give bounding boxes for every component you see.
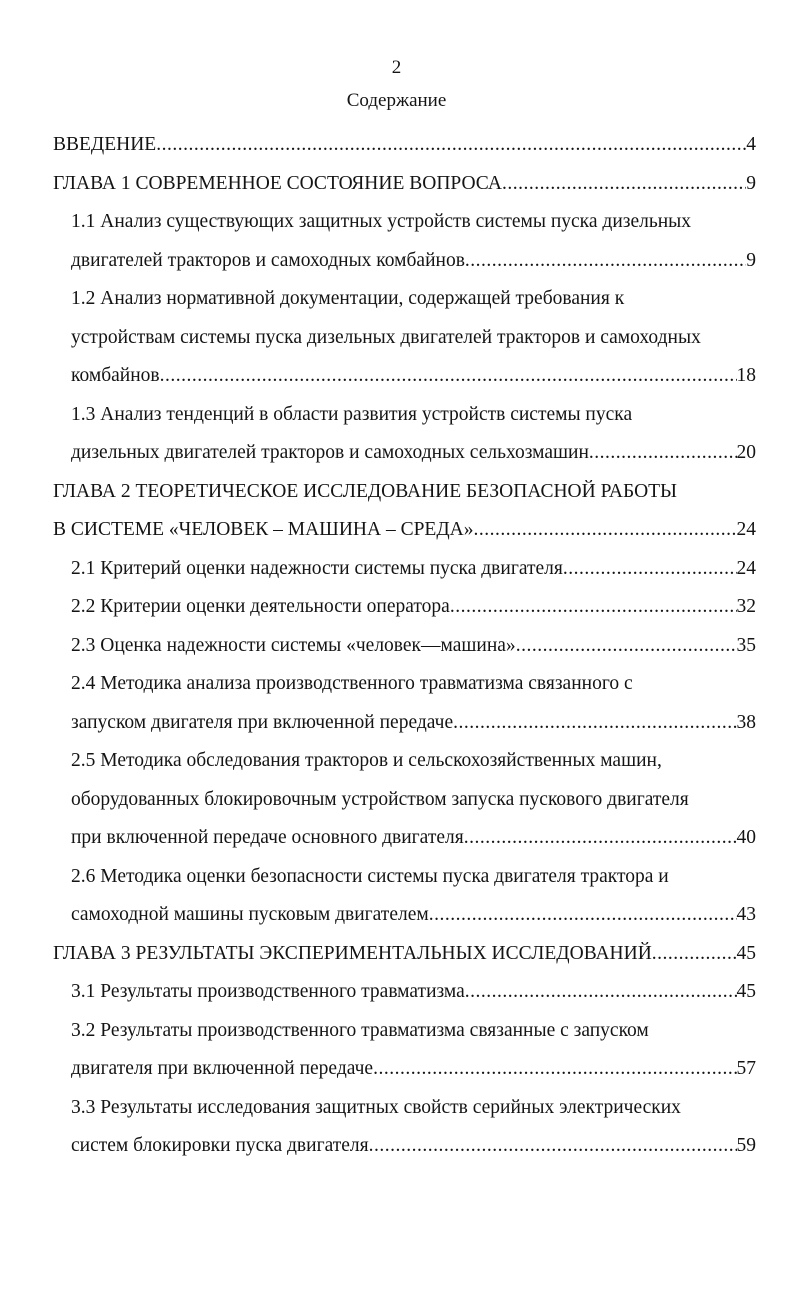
toc-page-number: 43 bbox=[736, 904, 756, 925]
dot-leader bbox=[563, 550, 737, 589]
toc-page-number: 45 bbox=[736, 942, 756, 964]
dot-leader bbox=[465, 242, 746, 281]
toc-page-number: 38 bbox=[736, 711, 756, 733]
toc-entry-line bbox=[71, 550, 756, 589]
toc-entry-text: 3.3 Результаты исследования защитных свойств серийных электрических bbox=[71, 1096, 681, 1118]
toc-entry-text: ГЛАВА 3 РЕЗУЛЬТАТЫ ЭКСПЕРИМЕНТАЛЬНЫХ ИССЛЕДОВАНИЙ bbox=[53, 942, 652, 964]
dot-leader bbox=[429, 896, 737, 935]
toc-entry[interactable] bbox=[53, 126, 756, 165]
toc-entry[interactable] bbox=[71, 973, 756, 1012]
toc-entry-line bbox=[71, 704, 756, 743]
toc-entry-text: 1.2 Анализ нормативной документации, содержащей требования к bbox=[71, 288, 625, 309]
toc-entry-line bbox=[71, 588, 756, 627]
dot-leader bbox=[160, 357, 737, 396]
toc-entry-text: 2.5 Методика обследования тракторов и сельскохозяйственных машин, bbox=[71, 750, 662, 771]
toc-entry-text: дизельных двигателей тракторов и самоходных сельхозмашин bbox=[71, 442, 589, 463]
toc-entry[interactable] bbox=[71, 396, 756, 473]
toc-entry-line bbox=[71, 1050, 756, 1089]
toc-page-number: 45 bbox=[736, 981, 756, 1002]
dot-leader bbox=[156, 126, 746, 165]
toc-entry-line bbox=[53, 935, 756, 974]
toc-entry-text: двигателей тракторов и самоходных комбайнов bbox=[71, 249, 465, 271]
toc-entry-text: 2.2 Критерии оценки деятельности оператора bbox=[71, 596, 450, 617]
toc-entry-text: при включенной передаче основного двигателя bbox=[71, 827, 464, 848]
toc-entry-text: двигателя при включенной передаче bbox=[71, 1058, 374, 1079]
toc-entry-text: 2.1 Критерий оценки надежности системы пуска двигателя bbox=[71, 557, 563, 579]
toc-entry[interactable] bbox=[71, 1012, 756, 1089]
toc-entry[interactable] bbox=[71, 742, 756, 858]
toc-entry-text: 2.6 Методика оценки безопасности системы пуска двигателя трактора и bbox=[71, 865, 669, 887]
toc-entry-line bbox=[71, 896, 756, 935]
dot-leader bbox=[369, 1127, 737, 1166]
toc-entry-text: 3.2 Результаты производственного травматизма связанные с запуском bbox=[71, 1019, 649, 1041]
toc-entry[interactable] bbox=[71, 203, 756, 280]
toc-entry-text: ГЛАВА 1 СОВРЕМЕННОЕ СОСТОЯНИЕ ВОПРОСА bbox=[53, 172, 502, 194]
dot-leader bbox=[473, 511, 736, 550]
toc-entry-text: 2.3 Оценка надежности системы «человек—машина» bbox=[71, 634, 516, 656]
toc-page-number: 59 bbox=[736, 1135, 756, 1156]
toc-entry[interactable] bbox=[71, 550, 756, 589]
toc-entry-line bbox=[53, 165, 756, 204]
dot-leader bbox=[589, 434, 737, 473]
dot-leader bbox=[516, 627, 737, 666]
dot-leader bbox=[502, 165, 746, 204]
toc-entry-text: самоходной машины пусковым двигателем bbox=[71, 904, 429, 925]
dot-leader bbox=[464, 819, 737, 858]
toc-entry-line bbox=[71, 973, 756, 1012]
toc-entry-text: 1.3 Анализ тенденций в области развития устройств системы пуска bbox=[71, 403, 633, 425]
toc-entry-line bbox=[71, 434, 756, 473]
toc-entry-text: 3.1 Результаты производственного травматизма bbox=[71, 981, 465, 1002]
toc-page-number: 40 bbox=[736, 827, 756, 848]
toc-entry-text: систем блокировки пуска двигателя bbox=[71, 1135, 369, 1156]
toc-entry[interactable] bbox=[71, 1089, 756, 1166]
table-of-contents bbox=[0, 126, 793, 1166]
page-title: Содержание bbox=[346, 90, 447, 111]
toc-entry[interactable] bbox=[53, 473, 756, 550]
toc-page-number: 24 bbox=[736, 557, 756, 579]
dot-leader bbox=[450, 588, 737, 627]
toc-entry-text: запуском двигателя при включенной передаче bbox=[71, 711, 454, 733]
toc-page-number: 35 bbox=[736, 634, 756, 656]
toc-entry-text: 2.4 Методика анализа производственного травматизма связанного с bbox=[71, 673, 633, 694]
toc-page-number: 4 bbox=[746, 134, 756, 155]
toc-entry-text: оборудованных блокировочным устройством запуска пускового двигателя bbox=[71, 788, 689, 810]
toc-entry[interactable] bbox=[71, 665, 756, 742]
toc-entry[interactable] bbox=[71, 280, 756, 396]
toc-page-number: 24 bbox=[736, 519, 756, 540]
toc-entry-line bbox=[71, 627, 756, 666]
toc-entry[interactable] bbox=[53, 935, 756, 974]
toc-entry[interactable] bbox=[71, 627, 756, 666]
toc-entry-text: В СИСТЕМЕ «ЧЕЛОВЕК – МАШИНА – СРЕДА» bbox=[53, 519, 474, 540]
dot-leader bbox=[453, 704, 736, 743]
toc-entry-text: ВВЕДЕНИЕ bbox=[53, 134, 157, 155]
toc-page-number: 57 bbox=[736, 1058, 756, 1079]
toc-page-number: 9 bbox=[746, 249, 756, 271]
toc-page-number: 9 bbox=[746, 172, 756, 194]
dot-leader bbox=[652, 935, 737, 974]
toc-page-number: 18 bbox=[736, 365, 756, 386]
toc-entry-line bbox=[71, 357, 756, 396]
toc-entry-text: устройствам системы пуска дизельных двигателей тракторов и самоходных bbox=[71, 326, 701, 348]
toc-entry-text: ГЛАВА 2 ТЕОРЕТИЧЕСКОЕ ИССЛЕДОВАНИЕ БЕЗОПАСНОЙ РАБОТЫ bbox=[53, 480, 678, 502]
toc-entry-line bbox=[71, 1127, 756, 1166]
page-number: 2 bbox=[391, 57, 402, 78]
dot-leader bbox=[465, 973, 737, 1012]
toc-entry-line bbox=[71, 242, 756, 281]
toc-entry-line bbox=[71, 819, 756, 858]
toc-entry[interactable] bbox=[53, 165, 756, 204]
toc-page-number: 20 bbox=[736, 442, 756, 463]
dot-leader bbox=[373, 1050, 736, 1089]
toc-entry-text: 1.1 Анализ существующих защитных устройств системы пуска дизельных bbox=[71, 211, 692, 232]
toc-entry-text: комбайнов bbox=[71, 365, 160, 386]
toc-entry[interactable] bbox=[71, 858, 756, 935]
toc-entry-line bbox=[53, 126, 756, 165]
toc-entry[interactable] bbox=[71, 588, 756, 627]
toc-page-number: 32 bbox=[736, 596, 756, 617]
toc-entry-line bbox=[53, 511, 756, 550]
